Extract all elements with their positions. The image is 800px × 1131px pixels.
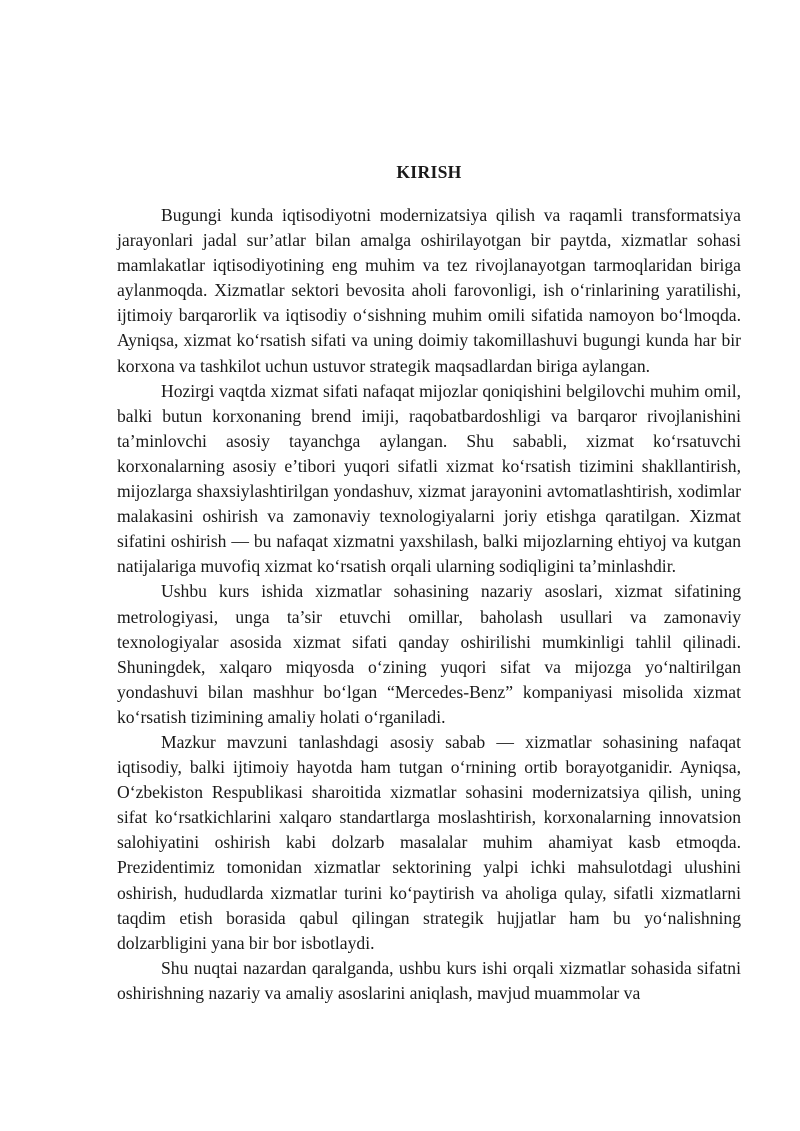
paragraph-4: Mazkur mavzuni tanlashdagi asosiy sabab — xizmatlar sohasining nafaqat iqtisodiy, balki ijtimoiy hayotda ham tutgan o‘rnining ortib borayotganidir. Ayniqsa, O‘zbekiston Respublikasi sharoitida xizmatlar sohasini modernizatsiya qilish, uning sifat ko‘rsatkichlarini xalqaro standartlarga moslashtirish, korxonalarning innovatsion salohiyatini oshirish kabi dolzarb masalalar muhim ahamiyat kasb etmoqda. Prezidentimiz tomonidan xizmatlar sektorining yalpi ichki mahsulotdagi ulushini oshirish, hududlarda xizmatlar turini ko‘paytirish va aholiga qulay, sifatli xizmatlarni taqdim etish borasida qabul qilingan strategik hujjatlar ham bu yo‘nalishning dolzarbligini yana bir bor isbotlaydi.: [117, 731, 741, 953]
paragraph-3: Ushbu kurs ishida xizmatlar sohasining nazariy asoslari, xizmat sifatining metrologiyasi, unga ta’sir etuvchi omillar, baholash usullari va zamonaviy texnologiyalar asosida xizmat sifati qanday oshirilishi mumkinligi tahlil qilinadi. Shuningdek, xalqaro miqyosda o‘zining yuqori sifat va mijozga yo‘naltirilgan yondashuvi bilan mashhur bo‘lgan “Mercedes-Benz” kompaniyasi misolida xizmat ko‘rsatish tizimining amaliy holati o‘rganiladi.: [117, 581, 741, 727]
paragraph-2: Hozirgi vaqtda xizmat sifati nafaqat mijozlar qoniqishini belgilovchi muhim omil, balki butun korxonaning brend imiji, raqobatbardoshligi va barqaror rivojlanishini ta’minlovchi asosiy tayanchga aylangan. Shu sababli, xizmat ko‘rsatuvchi korxonalarning asosiy e’tibori yuqori sifatli xizmat ko‘rsatish tizimini shakllantirish, mijozlarga shaxsiylashtirilgan yondashuv, xizmat jarayonini avtomatlashtirish, xodimlar malakasini oshirish va zamonaviy texnologiyalarni joriy etishga qaratilgan. Xizmat sifatini oshirish — bu nafaqat xizmatni yaxshilash, balki mijozlarning ehtiyoj va kutgan natijalariga muvofiq xizmat ko‘rsatish orqali ularning sodiqligini ta’minlashdir.: [117, 380, 741, 577]
section-title: KIRISH: [396, 162, 462, 182]
paragraph-5: Shu nuqtai nazardan qaralganda, ushbu kurs ishi orqali xizmatlar sohasida sifatni oshirishning nazariy va amaliy asoslarini aniqlash, mavjud muammolar va: [117, 957, 741, 1003]
paragraph-1: Bugungi kunda iqtisodiyotni modernizatsiya qilish va raqamli transformatsiya jarayonlari jadal sur’atlar bilan amalga oshirilayotgan bir paytda, xizmatlar sohasi mamlakatlar iqtisodiyotining eng muhim va tez rivojlanayotgan tarmoqlaridan biriga aylanmoqda. Xizmatlar sektori bevosita aholi farovonligi, ish o‘rinlarining yaratilishi, ijtimoiy barqarorlik va iqtisodiy o‘sishning muhim omili sifatida namoyon bo‘lmoqda. Ayniqsa, xizmat ko‘rsatish sifati va uning doimiy takomillashuvi bugungi kunda har bir korxona va tashkilot uchun ustuvor strategik maqsadlardan biriga aylangan.: [117, 205, 741, 376]
document-body: [117, 160, 741, 1006]
